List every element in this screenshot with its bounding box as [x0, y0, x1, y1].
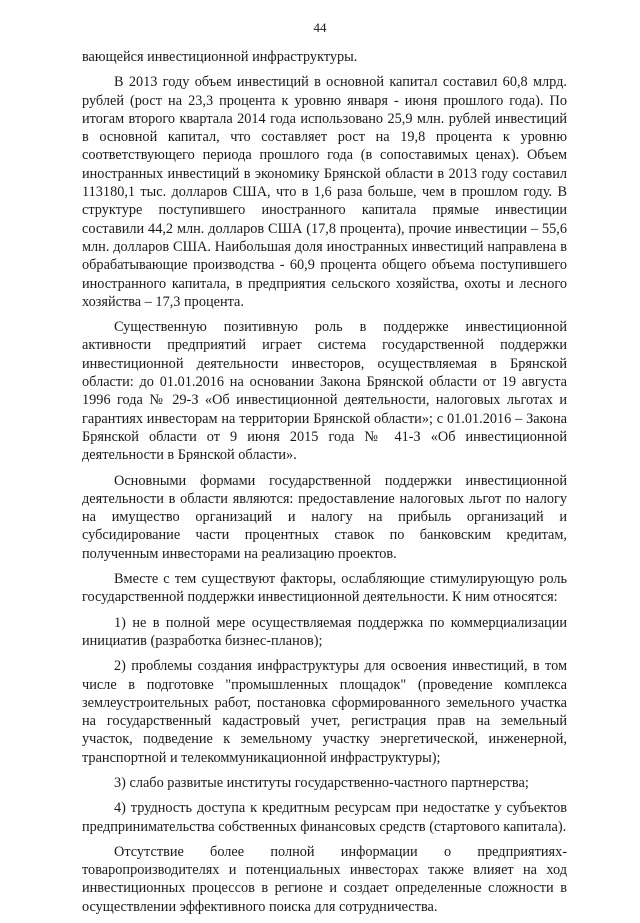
document-body: [82, 48, 567, 923]
list-item-2: 2) проблемы создания инфраструктуры для освоения инвестиций, в том числе в подготовке "промышленных площадок" (проведение комплекса землеустроительных работ, постановка сформированного земельного участка на государственный кадастровый учет, регистрация прав на земельный участок, подведение к земельному участку энергетической, инженерной, транспортной и телекоммуникационной инфраструктуры);: [82, 658, 567, 766]
paragraph-support-forms: Основными формами государственной поддержки инвестиционной деятельности в области являются: предоставление налоговых льгот по налогу на имущество организаций и налогу на прибыль организаций и субсидирование части процентных ставок по банковским кредитам, полученным инвесторами на реализацию проектов.: [82, 472, 567, 562]
paragraph-state-support-system: Существенную позитивную роль в поддержке инвестиционной активности предприятий играет система государственной поддержки инвестиционной деятельности инвесторов, осуществляемая в Брянской области: до 01.01.2016 на основании Закона Брянской области от 19 августа 1996 года № 29-З «Об инвестиционной деятельности, налоговых льготах и гарантиях инвесторам на территории Брянской области»; с 01.01.2016 – Закона Брянской области от 9 июня 2015 года № 41-З «Об инвестиционной деятельности в Брянской области».: [82, 319, 567, 464]
list-item-1: 1) не в полной мере осуществляемая поддержка по коммерциализации инициатив (разработка бизнес-планов);: [82, 614, 567, 649]
paragraph-information-lack: Отсутствие более полной информации о предприятиях-товаропроизводителях и потенциальных инвесторах также влияет на ход инвестиционных процессов в регионе и создает определенные сложности в осуществлении эффективного поиска для сотрудничества.: [82, 843, 567, 915]
list-item-4: 4) трудность доступа к кредитным ресурсам при недостатке у субъектов предпринимательства собственных финансовых средств (стартового капитала).: [82, 800, 567, 835]
paragraph-investment-volume: В 2013 году объем инвестиций в основной капитал составил 60,8 млрд. рублей (рост на 23,3 процента к уровню января - июня прошлого года). По итогам второго квартала 2014 года использовано 25,9 млн. рублей инвестиций в основной капитал, что составляет рост на 19,8 процента к уровню соответствующего периода прошлого года (в сопоставимых ценах). Объем иностранных инвестиций в экономику Брянской области в 2013 году составил 113180,1 тыс. долларов США, что в 1,6 раза больше, чем в прошлом году. В структуре поступившего иностранного капитала прямые инвестиции составили 44,2 млн. долларов США (17,8 процента), прочие инвестиции – 55,6 млн. долларов США. Наибольшая доля иностранных инвестиций направлена в обрабатывающие производства - 60,9 процента общего объема поступившего иностранного капитала, в предприятия сельского хозяйства, охоты и лесного хозяйства – 17,3 процента.: [82, 74, 567, 310]
paragraph-weakening-factors: Вместе с тем существуют факторы, ослабляющие стимулирующую роль государственной поддержки инвестиционной деятельности. К ним относятся:: [82, 571, 567, 606]
paragraph-continuation: вающейся инвестиционной инфраструктуры.: [82, 49, 358, 65]
page-number: 44: [313, 20, 327, 35]
list-item-3: 3) слабо развитые институты государственно-частного партнерства;: [114, 774, 529, 791]
